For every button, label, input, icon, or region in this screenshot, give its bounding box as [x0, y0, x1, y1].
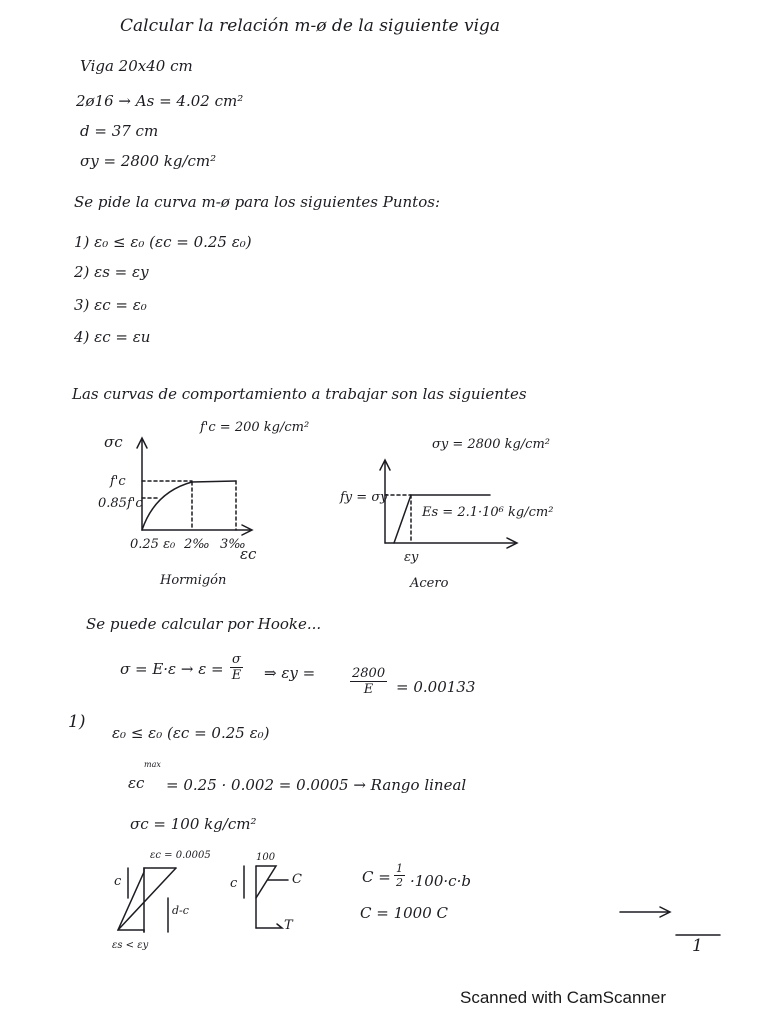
hooke-frac-1-den: E — [231, 668, 242, 683]
sketch-es-label: εs < εy — [112, 940, 149, 951]
concrete-x-tick-2: 2‰ — [184, 537, 210, 552]
sigma-c-line: σc = 100 kg/cm² — [130, 815, 257, 833]
concrete-fc-label: f'c = 200 kg/cm² — [200, 420, 310, 435]
sketch-top-100: 100 — [256, 852, 276, 863]
given-beam: Viga 20x40 cm — [80, 57, 193, 75]
steel-x-tick: εy — [404, 550, 419, 565]
point-3: 3) εc = ε₀ — [74, 296, 147, 314]
eq-C1-lhs: C = — [362, 868, 391, 886]
steel-fy-tick: fy = σy — [340, 490, 388, 505]
case-1-label: 1) — [68, 712, 86, 732]
sketch-c-left: c — [114, 874, 122, 889]
curves-heading: Las curvas de comportamiento a trabajar son las siguientes — [72, 385, 527, 403]
scanner-footer: Scanned with CamScanner — [460, 988, 667, 1007]
steel-modulus: Es = 2.1·10⁶ kg/cm² — [422, 505, 554, 520]
eq-C1-den: 2 — [396, 876, 403, 889]
point-4: 4) εc = εu — [74, 328, 151, 346]
hooke-frac-1-num: σ — [232, 652, 241, 667]
steel-sy-label: σy = 2800 kg/cm² — [432, 437, 550, 452]
concrete-fc85-tick: 0.85f'c — [98, 496, 143, 511]
stress-triangle — [256, 866, 276, 898]
sketch-C-force: C — [292, 872, 302, 887]
sketch-c-left-2: c — [230, 876, 238, 891]
point-2: 2) εs = εy — [74, 263, 149, 281]
hooke-line: Se puede calcular por Hooke... — [86, 615, 322, 633]
sketch-d-minus-c: d-c — [172, 904, 189, 917]
point-1: 1) ε₀ ≤ ε₀ (εc = 0.25 ε₀) — [74, 233, 252, 251]
given-steel-area: 2ø16 → As = 4.02 cm² — [76, 92, 244, 110]
concrete-curve — [142, 481, 236, 530]
steel-caption: Acero — [410, 576, 449, 591]
eq-C2: C = 1000 C — [360, 904, 449, 922]
hooke-eq-mid: ⇒ εy = — [264, 664, 316, 682]
concrete-caption: Hormigón — [160, 573, 227, 588]
hooke-frac-2-den: E — [363, 682, 374, 697]
page-mark: 1 — [692, 936, 703, 956]
concrete-fc-tick: f'c — [110, 474, 126, 489]
eps-c-value: = 0.25 · 0.002 = 0.0005 → Rango lineal — [166, 776, 467, 794]
hooke-frac-2 — [350, 666, 387, 697]
eq-C1-num: 1 — [396, 862, 403, 875]
hooke-frac-1 — [230, 652, 243, 683]
sketch-T-force: T — [284, 918, 293, 933]
case-1-condition: ε₀ ≤ ε₀ (εc = 0.25 ε₀) — [112, 724, 270, 742]
concrete-x-axis-label: εc — [240, 545, 257, 563]
given-yield-stress: σy = 2800 kg/cm² — [80, 152, 217, 170]
eq-C1-rhs: ·100·c·b — [410, 872, 471, 890]
prompt-line: Se pide la curva m-ø para los siguientes Puntos: — [74, 193, 440, 211]
eq-C1-frac — [394, 862, 405, 889]
stress-T-arrow — [256, 924, 282, 928]
hooke-eq-left: σ = E·ε → ε = — [120, 660, 224, 678]
hooke-eq-result: = 0.00133 — [396, 678, 476, 696]
concrete-x-tick-1: 0.25 ε₀ — [130, 537, 176, 552]
hooke-frac-2-num: 2800 — [352, 666, 386, 681]
concrete-x-tick-3: 3‰ — [220, 537, 246, 552]
eps-c-label: εc — [128, 774, 145, 792]
page-title: Calcular la relación m-ø de la siguiente viga — [120, 16, 501, 36]
given-depth: d = 37 cm — [80, 122, 159, 140]
eps-c-sup: max — [144, 760, 161, 769]
sketch-eps-top: εc = 0.0005 — [150, 850, 211, 861]
concrete-y-axis-label: σc — [104, 433, 123, 451]
